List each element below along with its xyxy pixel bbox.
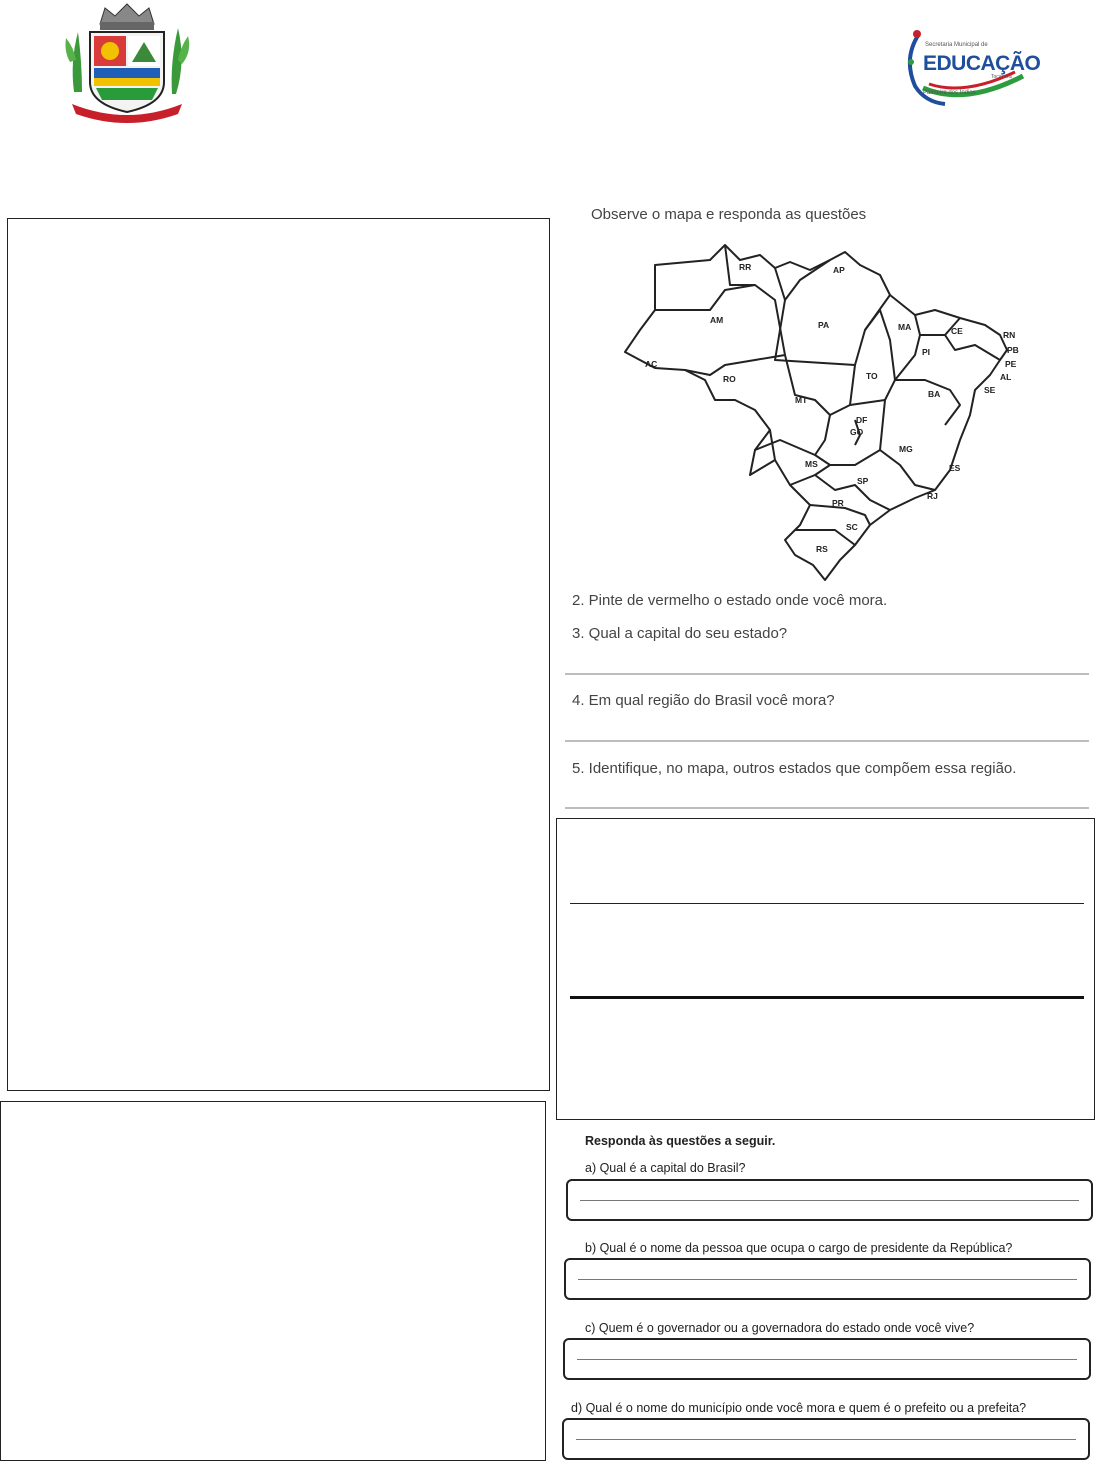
- map-label-MT: MT: [795, 395, 808, 405]
- map-label-PA: PA: [818, 320, 830, 330]
- writing-line-2: [570, 996, 1084, 999]
- map-label-MS: MS: [805, 459, 818, 469]
- question-c: c) Quem é o governador ou a governadora do estado onde você vive?: [585, 1321, 975, 1335]
- map-label-AC: AC: [645, 359, 658, 369]
- map-label-AL: AL: [1000, 372, 1012, 382]
- answer-box-a[interactable]: [566, 1179, 1093, 1221]
- map-label-BA: BA: [928, 389, 941, 399]
- logo-small-bottom: Palmeira dos Índios: [923, 90, 976, 96]
- map-label-SC: SC: [846, 522, 858, 532]
- map-intro: Observe o mapa e responda as questões: [591, 206, 867, 223]
- question-a: a) Qual é a capital do Brasil?: [585, 1161, 746, 1175]
- question-b: b) Qual é o nome da pessoa que ocupa o cargo de presidente da República?: [585, 1241, 1013, 1255]
- education-logo: [905, 28, 1041, 108]
- map-label-GO: GO: [850, 427, 864, 437]
- map-label-MA: MA: [898, 322, 912, 332]
- writing-line-1: [570, 903, 1084, 904]
- crest-icon: [60, 2, 195, 127]
- question-3: 3. Qual a capital do seu estado?: [572, 625, 788, 642]
- map-label-AP: AP: [833, 265, 845, 275]
- map-label-PI: PI: [922, 347, 931, 357]
- question-d: d) Qual é o nome do município onde você mora e quem é o prefeito ou a prefeita?: [571, 1401, 1027, 1415]
- map-label-ES: ES: [949, 463, 961, 473]
- map-label-RJ: RJ: [927, 491, 938, 501]
- logo-small-top: Secretaria Municipal de: [925, 42, 988, 48]
- map-label-RS: RS: [816, 544, 828, 554]
- map-label-MG: MG: [899, 444, 913, 454]
- answer-box-c[interactable]: [563, 1338, 1091, 1380]
- map-label-RO: RO: [723, 374, 736, 384]
- question-2: 2. Pinte de vermelho o estado onde você mora.: [572, 592, 888, 609]
- right-writing-box: [556, 818, 1095, 1120]
- map-label-AM: AM: [710, 315, 724, 325]
- answer-box-b[interactable]: [564, 1258, 1091, 1300]
- answer-box-d[interactable]: [562, 1418, 1090, 1460]
- map-label-RN: RN: [1003, 330, 1016, 340]
- left-text-box-top: [7, 218, 550, 1091]
- question-4: 4. Em qual região do Brasil você mora?: [572, 692, 835, 709]
- answer-line-3: [565, 673, 1089, 675]
- map-label-TO: TO: [866, 371, 878, 381]
- map-label-PE: PE: [1005, 359, 1017, 369]
- logo-small-right: Tocantins: [991, 74, 1013, 80]
- answer-heading: Responda às questões a seguir.: [585, 1134, 776, 1148]
- question-5: 5. Identifique, no mapa, outros estados que compõem essa região.: [572, 760, 1017, 777]
- answer-line-4: [565, 740, 1089, 742]
- map-label-RR: RR: [739, 262, 752, 272]
- map-label-CE: CE: [951, 326, 963, 336]
- brazil-map-svg: [615, 240, 1035, 590]
- map-label-PR: PR: [832, 498, 844, 508]
- brazil-map: [615, 240, 1035, 590]
- answer-line-5: [565, 807, 1089, 809]
- map-label-PB: PB: [1007, 345, 1019, 355]
- map-label-SP: SP: [857, 476, 869, 486]
- map-label-DF: DF: [856, 415, 868, 425]
- map-label-SE: SE: [984, 385, 996, 395]
- coat-of-arms-logo: [60, 2, 195, 127]
- logo-title: EDUCAÇÃO: [923, 52, 1041, 75]
- left-text-box-bottom: [0, 1101, 546, 1461]
